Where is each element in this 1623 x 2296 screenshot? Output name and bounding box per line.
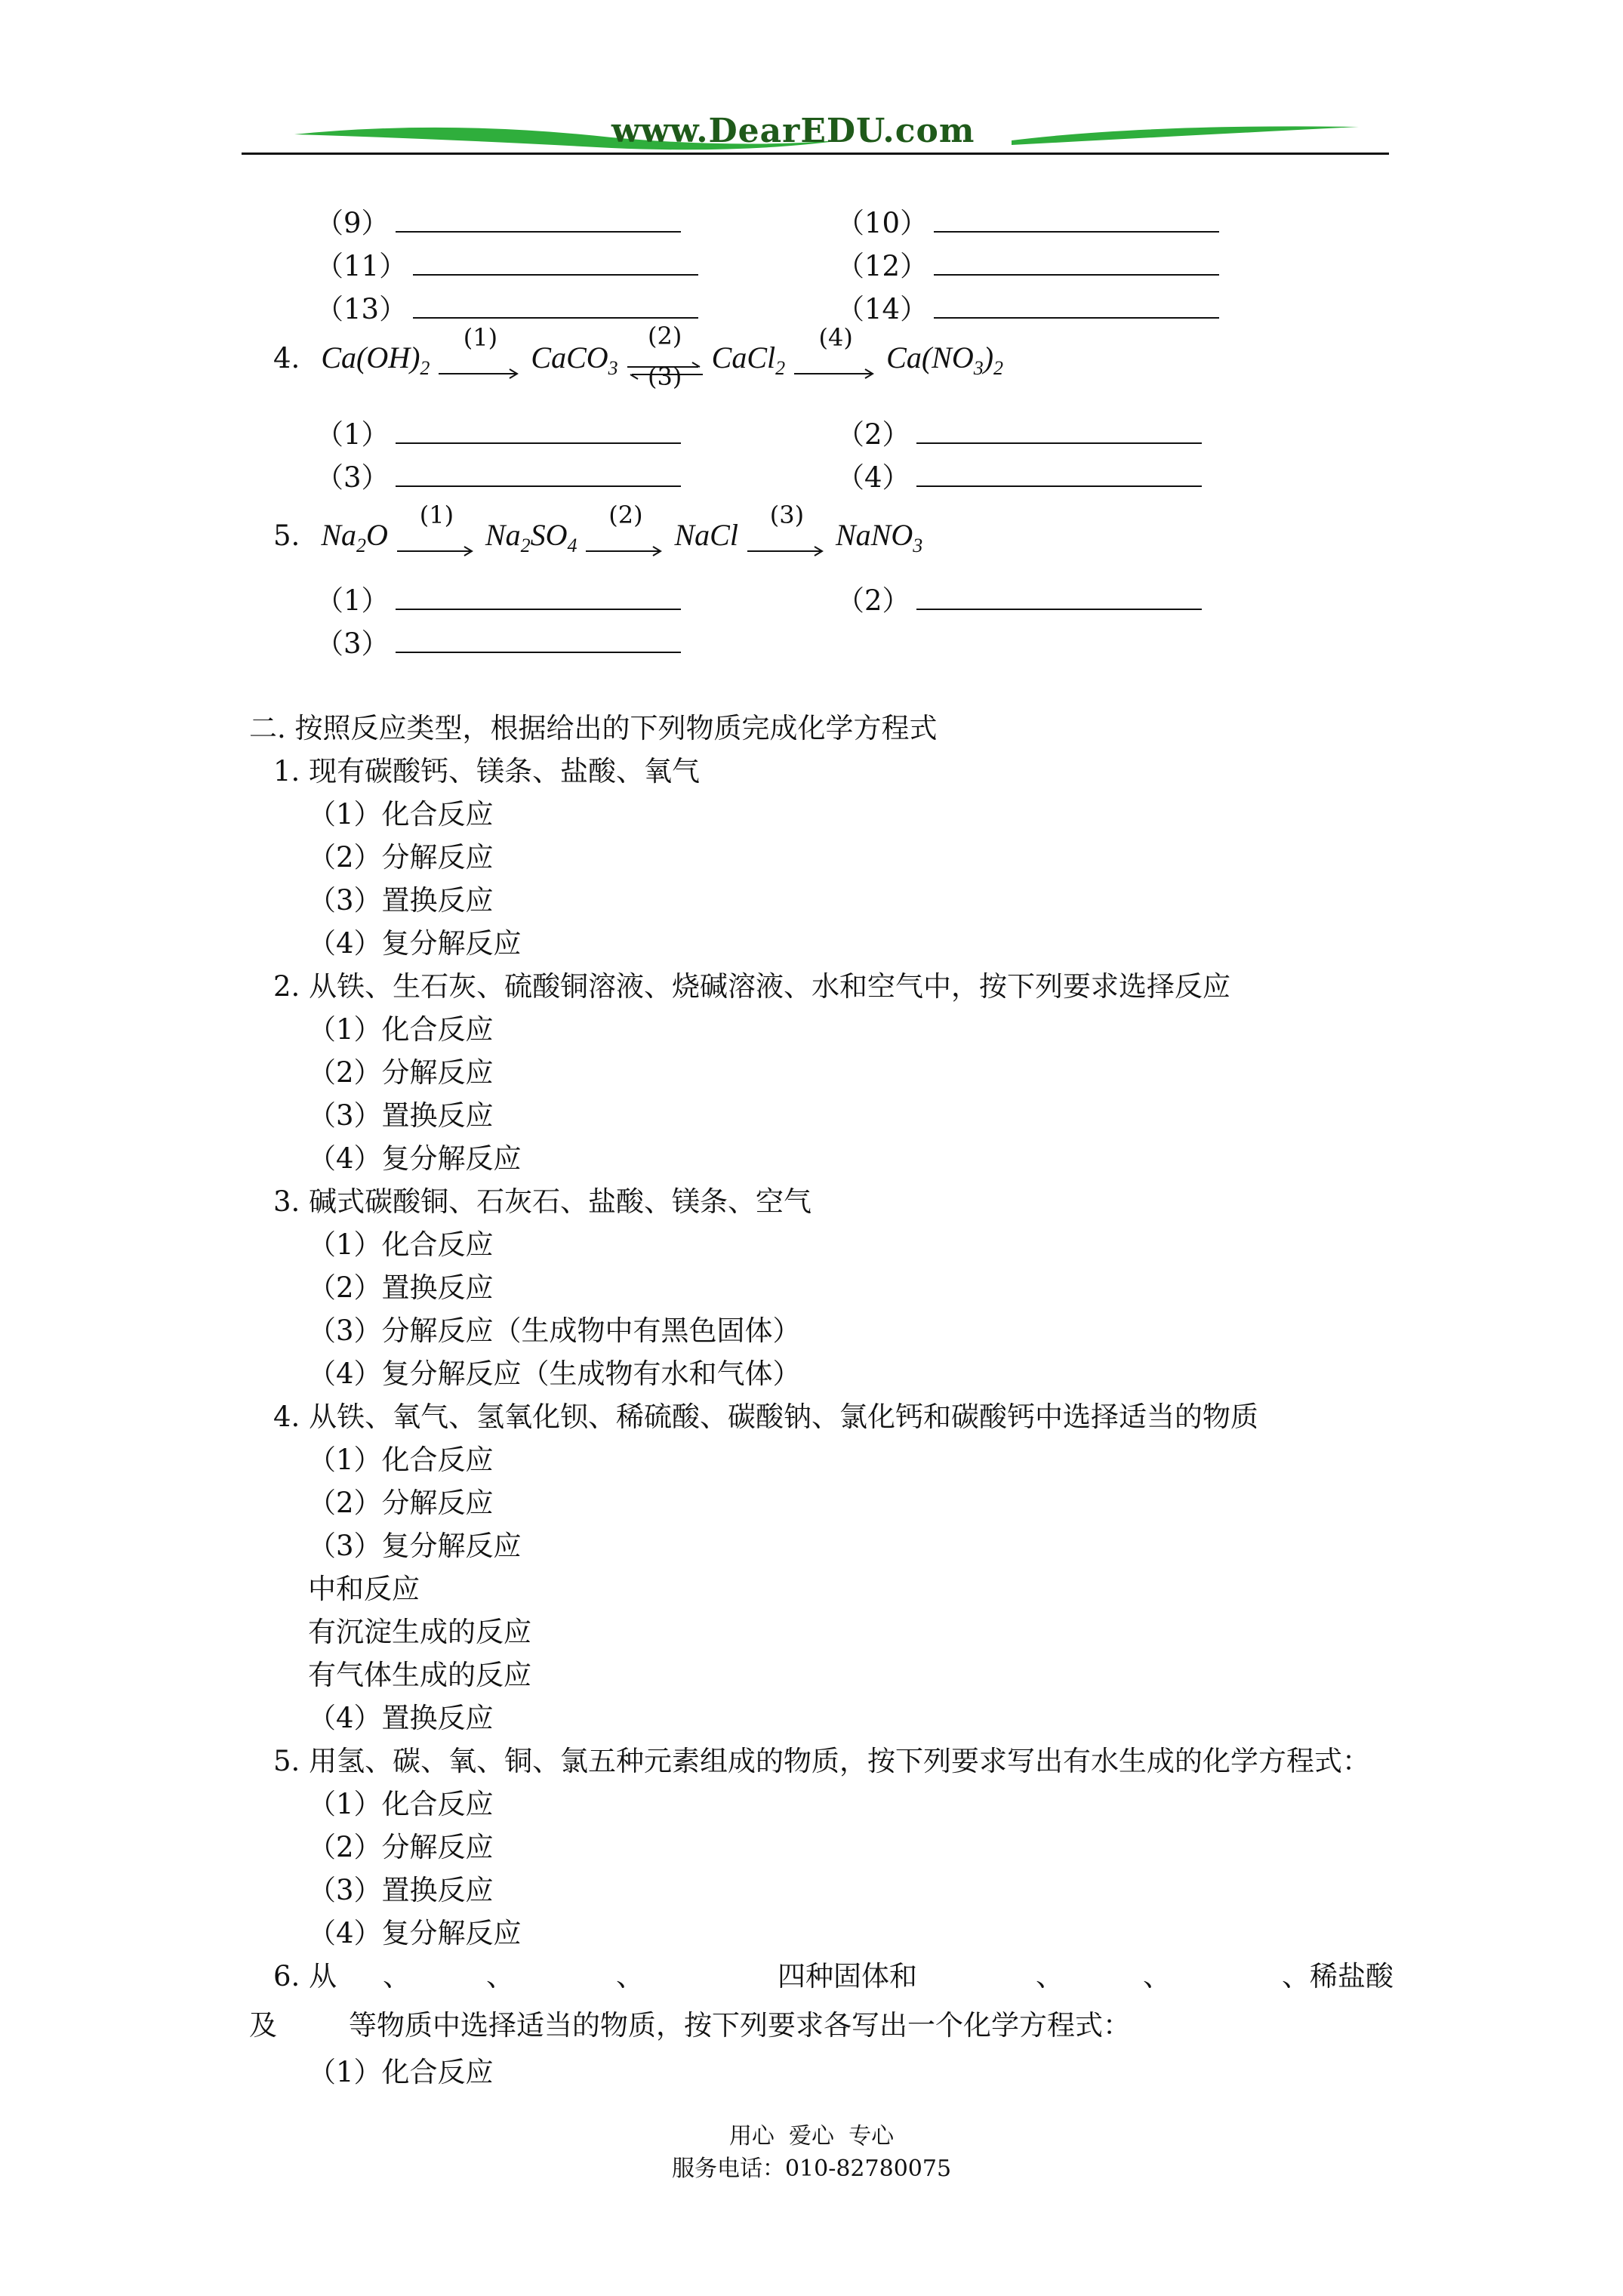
q5-blank-label-2: （2） bbox=[836, 584, 910, 617]
q6-seg: 、 bbox=[1143, 1960, 1171, 1992]
sub-item: （3）复分解反应 bbox=[308, 1530, 522, 1562]
sub-item: （4）复分解反应 bbox=[308, 927, 522, 960]
right-arrow-icon bbox=[397, 544, 476, 559]
q4-reaction-chain bbox=[273, 321, 1004, 408]
q4-blank-label-3: （3） bbox=[316, 461, 390, 494]
question-line: 3. 碱式碳酸铜、石灰石、盐酸、镁条、空气 bbox=[273, 1185, 812, 1218]
q6-seg: 、稀盐酸 bbox=[1282, 1960, 1394, 1992]
answer-blank[interactable] bbox=[916, 420, 1202, 444]
sub-item: （3）分解反应（生成物中有黑色固体） bbox=[308, 1314, 801, 1347]
header-rule bbox=[242, 153, 1389, 155]
footer-slogan: 用心 爱心 专心 bbox=[728, 2123, 895, 2150]
footer-phone: 服务电话：010-82780075 bbox=[671, 2156, 952, 2182]
sub-item: （2）分解反应 bbox=[308, 841, 494, 874]
q5-number: 5. bbox=[273, 519, 300, 552]
blank-label-10: （10） bbox=[836, 207, 929, 239]
formula-caoh2: $Ca(OH)_2$ bbox=[321, 341, 430, 379]
right-arrow-icon bbox=[439, 366, 522, 381]
blank-label-13: （13） bbox=[316, 293, 408, 325]
sub-item: 有沉淀生成的反应 bbox=[308, 1616, 531, 1648]
q5-reaction-chain bbox=[273, 500, 923, 578]
right-arrow-icon bbox=[747, 544, 827, 559]
answer-blank[interactable] bbox=[934, 294, 1219, 319]
q6-seg: 四种固体和 bbox=[778, 1960, 917, 1992]
question-line: 1. 现有碳酸钙、镁条、盐酸、氧气 bbox=[273, 755, 701, 787]
formula-cano32: $Ca(NO_3)_2$ bbox=[886, 341, 1004, 379]
q6-seg: 、 bbox=[616, 1960, 644, 1992]
blank-label-11: （11） bbox=[316, 250, 408, 282]
section-2-heading: 二. 按照反应类型，根据给出的下列物质完成化学方程式 bbox=[249, 712, 938, 744]
arrow-step-1: (1) bbox=[397, 531, 476, 546]
arrow-step-4: (4) bbox=[794, 353, 877, 368]
sub-item: （1）化合反应 bbox=[308, 1013, 494, 1046]
answer-blank[interactable] bbox=[396, 420, 681, 444]
q6-seg: 等物质中选择适当的物质，按下列要求各写出一个化学方程式： bbox=[349, 2009, 1131, 2042]
sub-item: （1）化合反应 bbox=[308, 798, 494, 831]
page-header bbox=[242, 106, 1389, 159]
sub-item: 中和反应 bbox=[308, 1573, 420, 1605]
sub-item: （1）化合反应 bbox=[308, 2056, 494, 2088]
answer-blank[interactable] bbox=[396, 208, 681, 233]
formula-nacl: NaCl bbox=[674, 518, 738, 552]
sub-item: （2）分解反应 bbox=[308, 1487, 494, 1519]
blank-label-9: （9） bbox=[316, 207, 390, 239]
q6-seg: 、 bbox=[383, 1960, 411, 1992]
formula-caco3: CaCO$_3$ bbox=[531, 341, 618, 379]
q4-blank-label-2: （2） bbox=[836, 418, 910, 451]
answer-blank[interactable] bbox=[396, 586, 681, 610]
arrow-step-2: (2) bbox=[586, 531, 665, 546]
question-line: 5. 用氢、碳、氧、铜、氯五种元素组成的物质，按下列要求写出有水生成的化学方程式： bbox=[273, 1745, 1371, 1777]
answer-blank[interactable] bbox=[916, 586, 1202, 610]
q6-seg: 、 bbox=[1036, 1960, 1064, 1992]
site-logo-text: www.DearEDU.com bbox=[611, 112, 975, 150]
sub-item: （3）置换反应 bbox=[308, 1874, 494, 1906]
q4-number: 4. bbox=[273, 342, 300, 374]
right-arrow-icon bbox=[586, 544, 665, 559]
q6-seg: 及 bbox=[249, 2009, 277, 2042]
arrow-step-3: (3) bbox=[747, 531, 827, 546]
sub-item: （4）复分解反应 bbox=[308, 1142, 522, 1175]
sub-item: （1）化合反应 bbox=[308, 1788, 494, 1820]
right-arrow-icon bbox=[794, 366, 877, 381]
arrow-step-2-3: (2) (3) bbox=[627, 352, 703, 370]
sub-item: （3）置换反应 bbox=[308, 1099, 494, 1132]
formula-na2o: $Na_2O$ bbox=[321, 518, 388, 556]
q4-blank-label-4: （4） bbox=[836, 461, 910, 494]
answer-blank[interactable] bbox=[934, 208, 1219, 233]
sub-item: （1）化合反应 bbox=[308, 1444, 494, 1476]
header-swoosh-right bbox=[1012, 121, 1359, 148]
q5-blank-label-3: （3） bbox=[316, 627, 390, 660]
answer-blank[interactable] bbox=[396, 629, 681, 653]
q6-seg: 、 bbox=[486, 1960, 514, 1992]
answer-blank[interactable] bbox=[916, 463, 1202, 487]
sub-item: （4）置换反应 bbox=[308, 1702, 494, 1734]
blank-label-12: （12） bbox=[836, 250, 929, 282]
answer-blank[interactable] bbox=[934, 251, 1219, 276]
arrow-step-1: (1) bbox=[439, 353, 522, 368]
sub-item: （2）置换反应 bbox=[308, 1271, 494, 1304]
answer-blank[interactable] bbox=[413, 294, 698, 319]
sub-item: （2）分解反应 bbox=[308, 1831, 494, 1863]
q6-seg: 6. 从 bbox=[273, 1960, 337, 1992]
question-line: 4. 从铁、氧气、氢氧化钡、稀硫酸、碳酸钠、氯化钙和碳酸钙中选择适当的物质 bbox=[273, 1401, 1259, 1433]
blank-label-14: （14） bbox=[836, 293, 929, 325]
sub-item: 有气体生成的反应 bbox=[308, 1659, 531, 1691]
sub-item: （4）复分解反应（生成物有水和气体） bbox=[308, 1358, 801, 1390]
sub-item: （2）分解反应 bbox=[308, 1056, 494, 1089]
sub-item: （4）复分解反应 bbox=[308, 1917, 522, 1949]
formula-nano3: NaNO$_3$ bbox=[835, 518, 923, 556]
sub-item: （1）化合反应 bbox=[308, 1228, 494, 1261]
formula-na2so4: $Na_2SO_4$ bbox=[485, 518, 577, 556]
question-line: 2. 从铁、生石灰、硫酸铜溶液、烧碱溶液、水和空气中，按下列要求选择反应 bbox=[273, 970, 1231, 1003]
sub-item: （3）置换反应 bbox=[308, 884, 494, 917]
q5-blank-label-1: （1） bbox=[316, 584, 390, 617]
q4-blank-label-1: （1） bbox=[316, 418, 390, 451]
answer-blank[interactable] bbox=[396, 463, 681, 487]
formula-cacl2: CaCl$_2$ bbox=[711, 341, 786, 379]
answer-blank[interactable] bbox=[413, 251, 698, 276]
